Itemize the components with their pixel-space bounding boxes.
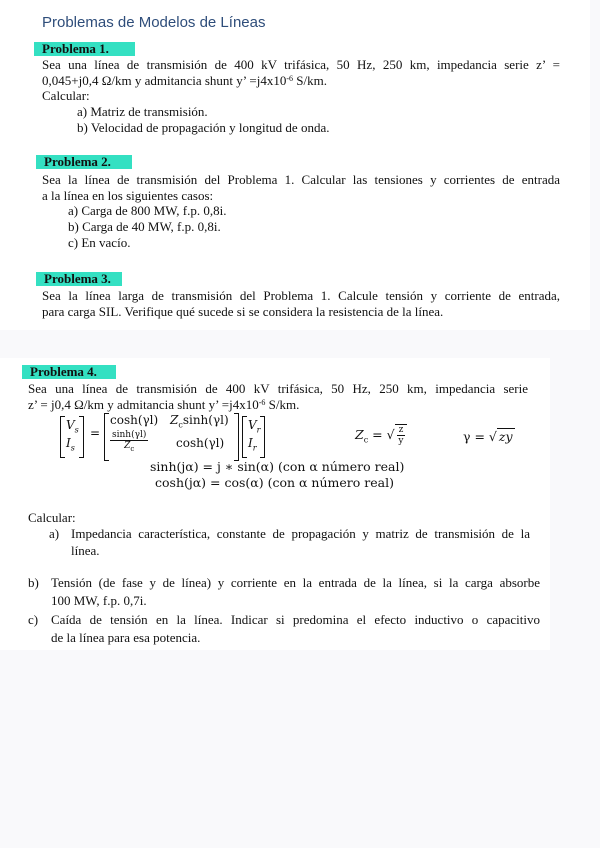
problem-4-item-b-line-2: 100 MW, f.p. 0,7i.	[51, 593, 147, 608]
vr-symbol: $V_r$	[248, 418, 261, 435]
bracket-vr-left	[242, 416, 247, 458]
problem-4-line-1: Sea una línea de transmisión de 400 kV trifásica, 50 Hz, 250 km, impedancia serie	[28, 381, 528, 396]
matrix-a21: $\frac{\sinh(\gamma l)}{Z_c}$	[112, 430, 147, 453]
problem-2-line-2: a la línea en los siguientes casos:	[42, 188, 214, 203]
problem-4-item-a-line-1: Impedancia característica, constante de propagación y matriz de transmisión de la	[71, 526, 530, 541]
problem-4-calc: Calcular:	[28, 510, 76, 525]
problem-4-line-2: z’ = j0,4 Ω/km y admitancia shunt y’ $=j4x10^{-6}$ S/km.	[28, 397, 300, 412]
problem-2-label: Problema 2.	[36, 155, 132, 169]
problem-3-line-1: Sea la línea larga de transmisión del Problema 1. Calcule tensión y corriente de entrada,	[42, 288, 560, 303]
matrix-a12: $Z_c\sinh(\gamma l)$	[170, 413, 229, 430]
zc-formula: $Z_c$ = √ $\frac{z}{y}$	[355, 424, 407, 446]
page-title: Problemas de Modelos de Líneas	[42, 14, 266, 31]
problem-1-item-a: a) Matriz de transmisión.	[77, 104, 208, 119]
problem-1-label: Problema 1.	[34, 42, 135, 56]
bracket-vs-right	[79, 416, 84, 458]
problem-4-item-a-line-2: línea.	[71, 543, 100, 558]
problem-2-item-c: c) En vacío.	[68, 235, 131, 250]
matrix-a22: cosh(γl)	[176, 436, 225, 450]
problem-1-item-b: b) Velocidad de propagación y longitud de onda.	[77, 120, 330, 135]
matrix-a11: cosh(γl)	[110, 413, 159, 427]
problem-4-item-b-line-1: Tensión (de fase y de línea) y corriente en la entrada de la línea, si la carga absorbe	[51, 575, 540, 590]
problem-1-line-1: Sea una línea de transmisión de 400 kV trifásica, 50 Hz, 250 km, impedancia serie z’ =	[42, 57, 560, 72]
problem-4-item-c-tag: c)	[28, 612, 39, 627]
problem-4-item-c-line-2: de la línea para esa potencia.	[51, 630, 201, 645]
problem-1-line-2: 0,045+j0,4 Ω/km y admitancia shunt y’ $=j4x10^{-6}$ S/km.	[42, 73, 327, 88]
problem-1-calc: Calcular:	[42, 88, 90, 103]
problem-2-item-b: b) Carga de 40 MW, f.p. 0,8i.	[68, 219, 221, 234]
problem-3-label: Problema 3.	[36, 272, 122, 286]
problem-2-line-1: Sea la línea de transmisión del Problema 1. Calcular las tensiones y corrientes de entrada	[42, 172, 560, 187]
problem-4-label: Problema 4.	[22, 365, 116, 379]
identity-sinh: sinh(jα) = j ∗ sin(α) (con α número real)	[150, 459, 405, 474]
is-symbol: $I_s$	[66, 436, 75, 453]
problem-3-line-2: para carga SIL. Verifique qué sucede si se considera la resistencia de la línea.	[42, 304, 444, 319]
ir-symbol: $I_r$	[248, 436, 257, 453]
problem-4-item-c-line-1: Caída de tensión en la línea. Indicar si predomina el efecto inductivo o capacitivo	[51, 612, 540, 627]
bracket-vr-right	[260, 416, 265, 458]
gamma-formula: γ = √ zy	[463, 429, 513, 444]
problem-4-item-b-tag: b)	[28, 575, 39, 590]
bracket-vs-left	[60, 416, 65, 458]
identity-cosh: cosh(jα) = cos(α) (con α número real)	[155, 475, 394, 490]
vs-symbol: $V_s$	[66, 418, 79, 435]
bracket-abcd-left	[104, 413, 109, 461]
problem-4-item-a-tag: a)	[49, 526, 60, 541]
equals-sign: =	[90, 426, 101, 440]
bracket-abcd-right	[234, 413, 239, 461]
problem-2-item-a: a) Carga de 800 MW, f.p. 0,8i.	[68, 203, 227, 218]
